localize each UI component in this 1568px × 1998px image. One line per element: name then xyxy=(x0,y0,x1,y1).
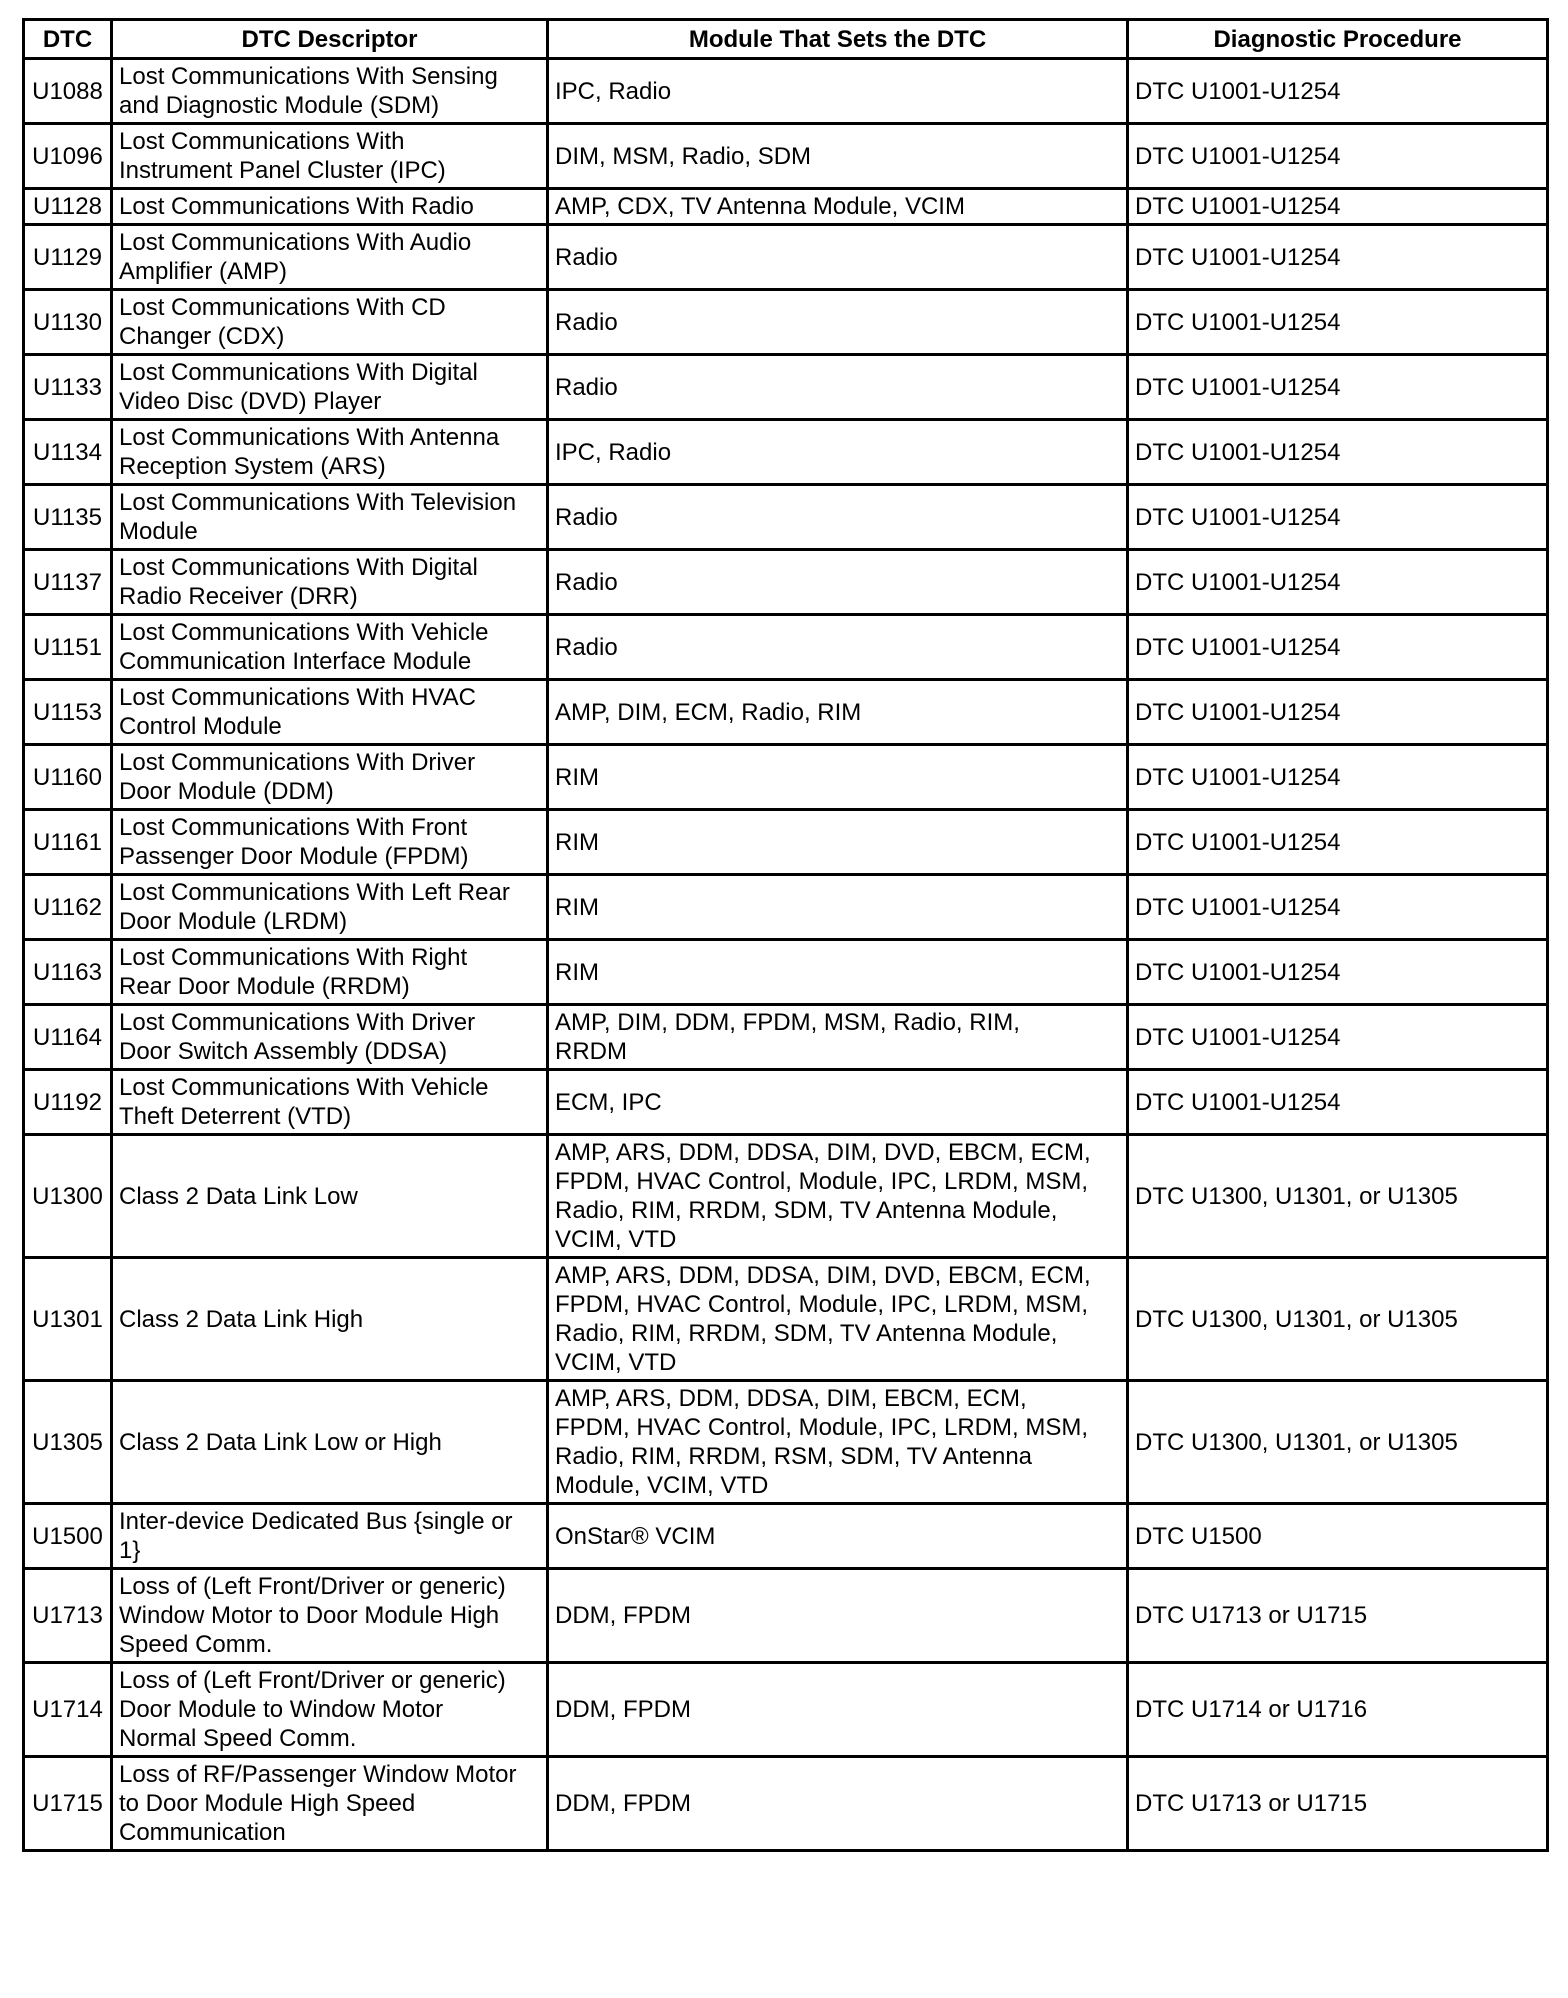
table-row xyxy=(24,420,1548,485)
module-cell: RIM xyxy=(548,745,1128,810)
table-row xyxy=(24,1070,1548,1135)
dtc-code-cell: U1300 xyxy=(24,1135,112,1258)
procedure-cell: DTC U1001-U1254 xyxy=(1128,875,1548,940)
procedure-cell: DTC U1001-U1254 xyxy=(1128,1005,1548,1070)
procedure-cell: DTC U1001-U1254 xyxy=(1128,355,1548,420)
procedure-cell: DTC U1300, U1301, or U1305 xyxy=(1128,1135,1548,1258)
procedure-cell: DTC U1713 or U1715 xyxy=(1128,1757,1548,1851)
descriptor-cell: Lost Communications With Digital Radio Receiver (DRR) xyxy=(112,550,548,615)
descriptor-cell: Lost Communications With Front Passenger Door Module (FPDM) xyxy=(112,810,548,875)
procedure-cell: DTC U1001-U1254 xyxy=(1128,680,1548,745)
procedure-cell: DTC U1001-U1254 xyxy=(1128,745,1548,810)
procedure-cell: DTC U1001-U1254 xyxy=(1128,1070,1548,1135)
table-row xyxy=(24,1569,1548,1663)
descriptor-cell: Loss of (Left Front/Driver or generic) Window Motor to Door Module High Speed Comm. xyxy=(112,1569,548,1663)
table-row xyxy=(24,1504,1548,1569)
dtc-code-cell: U1128 xyxy=(24,189,112,225)
procedure-cell: DTC U1001-U1254 xyxy=(1128,420,1548,485)
header-dtc: DTC xyxy=(24,20,112,59)
table-row xyxy=(24,810,1548,875)
module-cell: DDM, FPDM xyxy=(548,1757,1128,1851)
table-row xyxy=(24,124,1548,189)
dtc-code-cell: U1714 xyxy=(24,1663,112,1757)
module-cell: DIM, MSM, Radio, SDM xyxy=(548,124,1128,189)
descriptor-cell: Lost Communications With Right Rear Door Module (RRDM) xyxy=(112,940,548,1005)
module-cell: ECM, IPC xyxy=(548,1070,1128,1135)
procedure-cell: DTC U1001-U1254 xyxy=(1128,485,1548,550)
module-cell: RIM xyxy=(548,810,1128,875)
table-row xyxy=(24,1258,1548,1381)
module-cell: AMP, ARS, DDM, DDSA, DIM, EBCM, ECM, FPDM, HVAC Control, Module, IPC, LRDM, MSM, Radio, RIM, RRDM, RSM, SDM, TV Antenna Module, VCIM, VTD xyxy=(548,1381,1128,1504)
procedure-cell: DTC U1300, U1301, or U1305 xyxy=(1128,1381,1548,1504)
module-cell: AMP, DIM, DDM, FPDM, MSM, Radio, RIM, RRDM xyxy=(548,1005,1128,1070)
table-row xyxy=(24,1757,1548,1851)
procedure-cell: DTC U1001-U1254 xyxy=(1128,124,1548,189)
dtc-code-cell: U1088 xyxy=(24,59,112,124)
module-cell: DDM, FPDM xyxy=(548,1569,1128,1663)
dtc-code-cell: U1713 xyxy=(24,1569,112,1663)
header-row xyxy=(24,20,1548,59)
dtc-code-cell: U1162 xyxy=(24,875,112,940)
procedure-cell: DTC U1001-U1254 xyxy=(1128,59,1548,124)
module-cell: IPC, Radio xyxy=(548,420,1128,485)
descriptor-cell: Lost Communications With Instrument Panel Cluster (IPC) xyxy=(112,124,548,189)
procedure-cell: DTC U1001-U1254 xyxy=(1128,810,1548,875)
table-row xyxy=(24,615,1548,680)
descriptor-cell: Lost Communications With Vehicle Theft Deterrent (VTD) xyxy=(112,1070,548,1135)
dtc-code-cell: U1096 xyxy=(24,124,112,189)
descriptor-cell: Lost Communications With Antenna Reception System (ARS) xyxy=(112,420,548,485)
dtc-code-cell: U1715 xyxy=(24,1757,112,1851)
procedure-cell: DTC U1500 xyxy=(1128,1504,1548,1569)
descriptor-cell: Lost Communications With Left Rear Door Module (LRDM) xyxy=(112,875,548,940)
module-cell: AMP, DIM, ECM, Radio, RIM xyxy=(548,680,1128,745)
dtc-code-cell: U1164 xyxy=(24,1005,112,1070)
descriptor-cell: Lost Communications With Vehicle Communication Interface Module xyxy=(112,615,548,680)
dtc-code-cell: U1129 xyxy=(24,225,112,290)
table-row xyxy=(24,189,1548,225)
descriptor-cell: Lost Communications With CD Changer (CDX) xyxy=(112,290,548,355)
descriptor-cell: Class 2 Data Link Low xyxy=(112,1135,548,1258)
dtc-code-cell: U1161 xyxy=(24,810,112,875)
module-cell: OnStar® VCIM xyxy=(548,1504,1128,1569)
table-row xyxy=(24,290,1548,355)
procedure-cell: DTC U1001-U1254 xyxy=(1128,290,1548,355)
procedure-cell: DTC U1001-U1254 xyxy=(1128,225,1548,290)
procedure-cell: DTC U1001-U1254 xyxy=(1128,550,1548,615)
descriptor-cell: Loss of RF/Passenger Window Motor to Door Module High Speed Communication xyxy=(112,1757,548,1851)
dtc-code-cell: U1305 xyxy=(24,1381,112,1504)
dtc-table xyxy=(22,18,1549,1852)
dtc-code-cell: U1130 xyxy=(24,290,112,355)
dtc-code-cell: U1134 xyxy=(24,420,112,485)
module-cell: RIM xyxy=(548,875,1128,940)
descriptor-cell: Lost Communications With Radio xyxy=(112,189,548,225)
module-cell: Radio xyxy=(548,290,1128,355)
descriptor-cell: Lost Communications With Audio Amplifier (AMP) xyxy=(112,225,548,290)
descriptor-cell: Class 2 Data Link Low or High xyxy=(112,1381,548,1504)
dtc-code-cell: U1133 xyxy=(24,355,112,420)
table-row xyxy=(24,225,1548,290)
table-row xyxy=(24,745,1548,810)
descriptor-cell: Loss of (Left Front/Driver or generic) Door Module to Window Motor Normal Speed Comm. xyxy=(112,1663,548,1757)
procedure-cell: DTC U1713 or U1715 xyxy=(1128,1569,1548,1663)
table-row xyxy=(24,680,1548,745)
table-row xyxy=(24,355,1548,420)
descriptor-cell: Inter-device Dedicated Bus {single or 1} xyxy=(112,1504,548,1569)
dtc-code-cell: U1137 xyxy=(24,550,112,615)
module-cell: AMP, ARS, DDM, DDSA, DIM, DVD, EBCM, ECM, FPDM, HVAC Control, Module, IPC, LRDM, MSM, Radio, RIM, RRDM, SDM, TV Antenna Module, VCIM, VTD xyxy=(548,1258,1128,1381)
module-cell: Radio xyxy=(548,225,1128,290)
module-cell: DDM, FPDM xyxy=(548,1663,1128,1757)
module-cell: Radio xyxy=(548,355,1128,420)
module-cell: Radio xyxy=(548,485,1128,550)
procedure-cell: DTC U1001-U1254 xyxy=(1128,940,1548,1005)
descriptor-cell: Lost Communications With Driver Door Switch Assembly (DDSA) xyxy=(112,1005,548,1070)
table-row xyxy=(24,1381,1548,1504)
dtc-code-cell: U1500 xyxy=(24,1504,112,1569)
module-cell: RIM xyxy=(548,940,1128,1005)
table-row xyxy=(24,875,1548,940)
dtc-code-cell: U1192 xyxy=(24,1070,112,1135)
header-descriptor: DTC Descriptor xyxy=(112,20,548,59)
module-cell: Radio xyxy=(548,550,1128,615)
descriptor-cell: Lost Communications With Sensing and Diagnostic Module (SDM) xyxy=(112,59,548,124)
descriptor-cell: Lost Communications With Television Module xyxy=(112,485,548,550)
procedure-cell: DTC U1001-U1254 xyxy=(1128,615,1548,680)
dtc-code-cell: U1151 xyxy=(24,615,112,680)
table-row xyxy=(24,1005,1548,1070)
table-row xyxy=(24,550,1548,615)
descriptor-cell: Lost Communications With HVAC Control Module xyxy=(112,680,548,745)
module-cell: IPC, Radio xyxy=(548,59,1128,124)
procedure-cell: DTC U1714 or U1716 xyxy=(1128,1663,1548,1757)
descriptor-cell: Lost Communications With Driver Door Module (DDM) xyxy=(112,745,548,810)
descriptor-cell: Class 2 Data Link High xyxy=(112,1258,548,1381)
header-procedure: Diagnostic Procedure xyxy=(1128,20,1548,59)
dtc-code-cell: U1153 xyxy=(24,680,112,745)
table-row xyxy=(24,485,1548,550)
table-row xyxy=(24,59,1548,124)
dtc-code-cell: U1301 xyxy=(24,1258,112,1381)
descriptor-cell: Lost Communications With Digital Video Disc (DVD) Player xyxy=(112,355,548,420)
dtc-code-cell: U1135 xyxy=(24,485,112,550)
dtc-code-cell: U1160 xyxy=(24,745,112,810)
module-cell: AMP, CDX, TV Antenna Module, VCIM xyxy=(548,189,1128,225)
table-row xyxy=(24,1663,1548,1757)
dtc-code-cell: U1163 xyxy=(24,940,112,1005)
table-row xyxy=(24,1135,1548,1258)
procedure-cell: DTC U1001-U1254 xyxy=(1128,189,1548,225)
header-module: Module That Sets the DTC xyxy=(548,20,1128,59)
module-cell: AMP, ARS, DDM, DDSA, DIM, DVD, EBCM, ECM, FPDM, HVAC Control, Module, IPC, LRDM, MSM, Radio, RIM, RRDM, SDM, TV Antenna Module, VCIM, VTD xyxy=(548,1135,1128,1258)
table-row xyxy=(24,940,1548,1005)
procedure-cell: DTC U1300, U1301, or U1305 xyxy=(1128,1258,1548,1381)
module-cell: Radio xyxy=(548,615,1128,680)
